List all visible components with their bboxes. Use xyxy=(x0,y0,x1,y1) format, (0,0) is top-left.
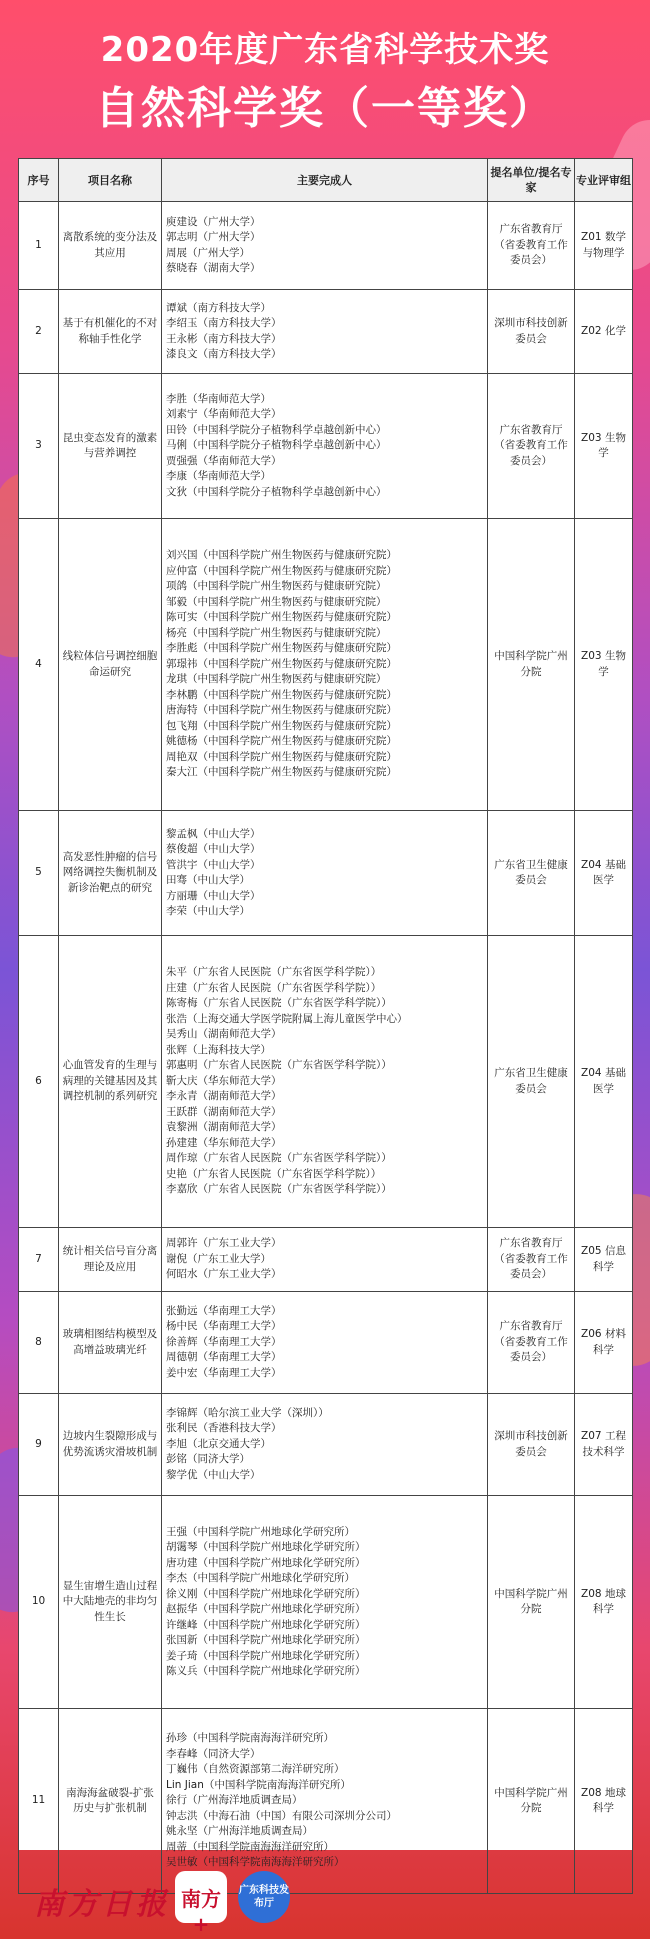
contributor: 文狄（中国科学院分子植物科学卓越创新中心） xyxy=(166,485,387,498)
contributor: 蔡俊超（中山大学） xyxy=(166,843,261,855)
footer xyxy=(0,1855,650,1939)
row-number: 1 xyxy=(19,202,59,290)
table-row xyxy=(19,202,633,290)
contributor: 谢倪（广东工业大学） xyxy=(166,1252,271,1265)
project-name: 离散系统的变分法及其应用 xyxy=(59,202,162,290)
contributor: 邹毅（中国科学院广州生物医药与健康研究院） xyxy=(166,595,387,608)
contributor: 杨亮（中国科学院广州生物医药与健康研究院） xyxy=(166,626,387,639)
contributor: 漆良文（南方科技大学） xyxy=(166,348,282,360)
row-number: 5 xyxy=(19,811,59,936)
contributor: 李杰（中国科学院广州地球化学研究所） xyxy=(166,1572,355,1584)
contributor: 黎孟枫（中山大学） xyxy=(166,827,261,840)
contributor: 赵振华（中国科学院广州地球化学研究所） xyxy=(166,1603,366,1615)
main-contributors xyxy=(162,1496,488,1709)
contributor: 田骞（中山大学） xyxy=(166,874,250,886)
contributor: 许继峰（中国科学院广州地球化学研究所） xyxy=(166,1618,366,1631)
row-number: 9 xyxy=(19,1394,59,1496)
contributor: 史艳（广东省人民医院（广东省医学科学院）） xyxy=(166,1167,382,1180)
nominating-unit: 深圳市科技创新委员会 xyxy=(488,1394,575,1496)
nominating-unit: 深圳市科技创新委员会 xyxy=(488,290,575,374)
review-group: Z01 数学与物理学 xyxy=(575,202,633,290)
contributor: 朱平（广东省人民医院（广东省医学科学院）） xyxy=(166,966,382,979)
project-name: 心血管发育的生理与病理的关键基因及其调控机制的系列研究 xyxy=(59,936,162,1228)
nominating-unit: 广东省教育厅（省委教育工作委员会） xyxy=(488,1228,575,1292)
review-group: Z07 工程技术科学 xyxy=(575,1394,633,1496)
award-table-container xyxy=(18,158,632,1869)
contributor: 田铃（中国科学院分子植物科学卓越创新中心） xyxy=(166,423,387,436)
contributor: 李绍玉（南方科技大学） xyxy=(166,317,282,329)
contributor: 秦大江（中国科学院广州生物医药与健康研究院） xyxy=(166,766,397,779)
contributor: 杨中民（华南理工大学） xyxy=(166,1320,282,1333)
contributor: 刘兴国（中国科学院广州生物医药与健康研究院） xyxy=(166,549,397,562)
review-group: Z06 材料科学 xyxy=(575,1292,633,1394)
contributor: 李锦辉（哈尔滨工业大学（深圳）） xyxy=(166,1406,329,1419)
contributor: 管洪宇（中山大学） xyxy=(166,858,261,871)
review-group: Z04 基础医学 xyxy=(575,811,633,936)
table-row xyxy=(19,374,633,519)
column-header-group: 专业评审组 xyxy=(575,159,633,202)
header xyxy=(0,0,650,152)
page-title: 2020年度广东省科学技术奖 xyxy=(100,30,550,70)
contributor: 李永青（湖南师范大学） xyxy=(166,1090,282,1103)
review-group: Z03 生物学 xyxy=(575,519,633,811)
row-number: 10 xyxy=(19,1496,59,1709)
contributor: 李嘉欣（广东省人民医院（广东省医学科学院）） xyxy=(166,1183,392,1196)
contributor: 陈义兵（中国科学院广州地球化学研究所） xyxy=(166,1665,366,1677)
main-contributors xyxy=(162,936,488,1228)
project-name: 边坡内生裂隙形成与优势流诱灾滑坡机制 xyxy=(59,1394,162,1496)
column-header-project: 项目名称 xyxy=(59,159,162,202)
project-name: 显生宙增生造山过程中大陆地壳的非均匀性生长 xyxy=(59,1496,162,1709)
page-subtitle: 自然科学奖（一等奖） xyxy=(95,83,555,134)
project-name: 统计相关信号盲分离理论及应用 xyxy=(59,1228,162,1292)
contributor: 王永彬（南方科技大学） xyxy=(166,332,282,345)
table-row xyxy=(19,1394,633,1496)
contributor: 周艳双（中国科学院广州生物医药与健康研究院） xyxy=(166,750,397,763)
contributor: 吴秀山（湖南师范大学） xyxy=(166,1028,282,1041)
nominating-unit: 广东省教育厅（省委教育工作委员会） xyxy=(488,202,575,290)
main-contributors xyxy=(162,290,488,374)
contributor: 彭铭（同济大学） xyxy=(166,1453,250,1466)
contributor: 李胜（华南师范大学） xyxy=(166,392,271,405)
contributor: 王强（中国科学院广州地球化学研究所） xyxy=(166,1525,355,1538)
contributor: 周蒂（中国科学院南海海洋研究所） xyxy=(166,1840,334,1853)
contributor: 王跃群（湖南师范大学） xyxy=(166,1105,282,1118)
nominating-unit: 广东省卫生健康委员会 xyxy=(488,811,575,936)
review-group: Z08 地球科学 xyxy=(575,1709,633,1894)
contributor: 张勤远（华南理工大学） xyxy=(166,1304,282,1317)
column-header-people: 主要完成人 xyxy=(162,159,488,202)
contributor: 郭惠明（广东省人民医院（广东省医学科学院）） xyxy=(166,1059,392,1072)
contributor: 李康（华南师范大学） xyxy=(166,470,271,483)
main-contributors xyxy=(162,1394,488,1496)
nominating-unit: 广东省教育厅（省委教育工作委员会） xyxy=(488,374,575,519)
contributor: 应仲富（中国科学院广州生物医药与健康研究院） xyxy=(166,564,397,577)
review-group: Z02 化学 xyxy=(575,290,633,374)
table-row xyxy=(19,1496,633,1709)
project-name: 玻璃相图结构模型及高增益玻璃光纤 xyxy=(59,1292,162,1394)
contributor: 刘素宁（华南师范大学） xyxy=(166,408,282,421)
main-contributors xyxy=(162,202,488,290)
nominating-unit: 广东省卫生健康委员会 xyxy=(488,936,575,1228)
table-row xyxy=(19,1292,633,1394)
contributor: 郭璟祎（中国科学院广州生物医药与健康研究院） xyxy=(166,657,397,670)
review-group: Z08 地球科学 xyxy=(575,1496,633,1709)
row-number: 2 xyxy=(19,290,59,374)
contributor: 马俐（中国科学院分子植物科学卓越创新中心） xyxy=(166,439,387,452)
contributor: 钟志洪（中海石油（中国）有限公司深圳分公司） xyxy=(166,1809,397,1822)
project-name: 线粒体信号调控细胞命运研究 xyxy=(59,519,162,811)
table-row xyxy=(19,290,633,374)
contributor: 周德朝（华南理工大学） xyxy=(166,1351,282,1364)
contributor: 李春峰（同济大学） xyxy=(166,1747,261,1760)
kejifabu-logo: 广东科技发布厅 xyxy=(238,1871,290,1923)
contributor: 张浩（上海交通大学医学院附属上海儿童医学中心） xyxy=(166,1012,408,1025)
contributor: 孙建建（华东师范大学） xyxy=(166,1136,282,1149)
main-contributors xyxy=(162,519,488,811)
row-number: 11 xyxy=(19,1709,59,1894)
column-header-no: 序号 xyxy=(19,159,59,202)
contributor: 蔡晓春（湖南大学） xyxy=(166,262,261,274)
contributor: 方丽珊（中山大学） xyxy=(166,889,261,902)
contributor: 谭斌（南方科技大学） xyxy=(166,301,271,314)
award-table xyxy=(18,158,633,1894)
contributor: 张利民（香港科技大学） xyxy=(166,1422,282,1435)
contributor: 周郭许（广东工业大学） xyxy=(166,1237,282,1250)
contributor: 孙珍（中国科学院南海海洋研究所） xyxy=(166,1732,334,1745)
nominating-unit: 广东省教育厅（省委教育工作委员会） xyxy=(488,1292,575,1394)
contributor: 周作琼（广东省人民医院（广东省医学科学院）） xyxy=(166,1152,392,1165)
contributor: 唐功建（中国科学院广州地球化学研究所） xyxy=(166,1556,366,1569)
contributor: 包飞翔（中国科学院广州生物医药与健康研究院） xyxy=(166,719,397,732)
main-contributors xyxy=(162,374,488,519)
contributor: 姚永坚（广州海洋地质调查局） xyxy=(166,1825,313,1838)
row-number: 6 xyxy=(19,936,59,1228)
review-group: Z05 信息科学 xyxy=(575,1228,633,1292)
contributor: 姚德杨（中国科学院广州生物医药与健康研究院） xyxy=(166,735,397,748)
main-contributors xyxy=(162,811,488,936)
contributor: 李胜彪（中国科学院广州生物医药与健康研究院） xyxy=(166,642,397,655)
table-row xyxy=(19,936,633,1228)
contributor: 徐善辉（华南理工大学） xyxy=(166,1335,282,1348)
contributor: Lin Jian（中国科学院南海海洋研究所） xyxy=(166,1778,351,1791)
contributor: 张国新（中国科学院广州地球化学研究所） xyxy=(166,1634,366,1646)
contributor: 龙琪（中国科学院广州生物医药与健康研究院） xyxy=(166,673,387,686)
contributor: 姜中宏（华南理工大学） xyxy=(166,1366,282,1379)
contributor: 周展（广州大学） xyxy=(166,246,250,259)
review-group: Z04 基础医学 xyxy=(575,936,633,1228)
project-name: 基于有机催化的不对称轴手性化学 xyxy=(59,290,162,374)
project-name: 昆虫变态发育的激素与营养调控 xyxy=(59,374,162,519)
contributor: 陈可实（中国科学院广州生物医药与健康研究院） xyxy=(166,611,397,624)
row-number: 3 xyxy=(19,374,59,519)
nanfang-plus-logo: 南方+ xyxy=(175,1871,227,1923)
contributor: 靳大庆（华东师范大学） xyxy=(166,1074,282,1087)
contributor: 丁巍伟（自然资源部第二海洋研究所） xyxy=(166,1763,345,1776)
contributor: 袁黎洲（湖南师范大学） xyxy=(166,1121,282,1134)
contributor: 胡霭琴（中国科学院广州地球化学研究所） xyxy=(166,1541,366,1553)
table-row xyxy=(19,519,633,811)
column-header-unit: 提名单位/提名专家 xyxy=(488,159,575,202)
project-name: 高发恶性肿瘤的信号网络调控失衡机制及新诊治靶点的研究 xyxy=(59,811,162,936)
row-number: 4 xyxy=(19,519,59,811)
contributor: 陈寄梅（广东省人民医院（广东省医学科学院）） xyxy=(166,997,392,1010)
contributor: 庄建（广东省人民医院（广东省医学科学院）） xyxy=(166,981,382,994)
table-header-row xyxy=(19,159,633,202)
row-number: 7 xyxy=(19,1228,59,1292)
contributor: 项鸽（中国科学院广州生物医药与健康研究院） xyxy=(166,580,387,593)
nanfang-daily-logo: 南方日报 xyxy=(34,1887,170,1922)
contributor: 郭志明（广州大学） xyxy=(166,231,261,243)
table-row xyxy=(19,1228,633,1292)
contributor: 庾建设（广州大学） xyxy=(166,215,261,228)
main-contributors xyxy=(162,1292,488,1394)
contributor: 唐海特（中国科学院广州生物医药与健康研究院） xyxy=(166,704,397,717)
nominating-unit: 中国科学院广州分院 xyxy=(488,519,575,811)
contributor: 贾强强（华南师范大学） xyxy=(166,454,282,467)
contributor: 李旭（北京交通大学） xyxy=(166,1437,271,1450)
row-number: 8 xyxy=(19,1292,59,1394)
project-name: 南海海盆破裂-扩张历史与扩张机制 xyxy=(59,1709,162,1894)
contributor: 徐行（广州海洋地质调查局） xyxy=(166,1794,303,1807)
contributor: 徐义刚（中国科学院广州地球化学研究所） xyxy=(166,1587,366,1600)
contributor: 吴世敏（中国科学院南海海洋研究所） xyxy=(166,1856,345,1869)
contributor: 何昭水（广东工业大学） xyxy=(166,1268,282,1281)
contributor: 张辉（上海科技大学） xyxy=(166,1043,271,1056)
table-row xyxy=(19,811,633,936)
nominating-unit: 中国科学院广州分院 xyxy=(488,1496,575,1709)
contributor: 李林鹏（中国科学院广州生物医药与健康研究院） xyxy=(166,688,397,701)
contributor: 李荣（中山大学） xyxy=(166,905,250,917)
review-group: Z03 生物学 xyxy=(575,374,633,519)
contributor: 黎学优（中山大学） xyxy=(166,1468,261,1481)
main-contributors xyxy=(162,1228,488,1292)
nominating-unit: 中国科学院广州分院 xyxy=(488,1709,575,1894)
contributor: 姜子琦（中国科学院广州地球化学研究所） xyxy=(166,1649,366,1662)
